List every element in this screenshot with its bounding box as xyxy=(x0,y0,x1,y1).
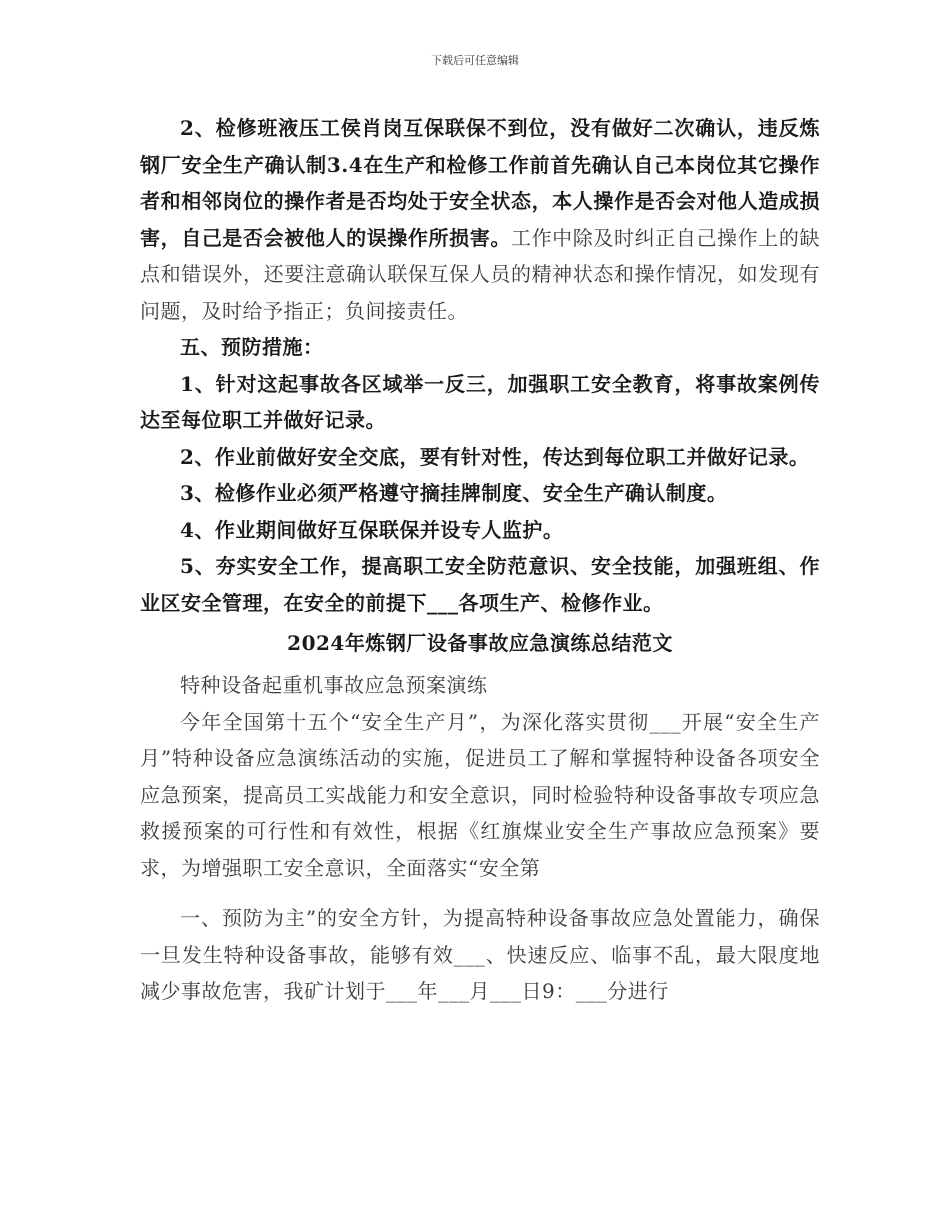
document-body xyxy=(140,110,820,1010)
article-title: 2024年炼钢厂设备事故应急演练总结范文 xyxy=(287,631,673,655)
item2-bold-text: 2、检修班液压工侯肖岗互保联保不到位，没有做好二次确认，违反炼钢厂安全生产确认制3.4在生产和检修工作前首先确认自己本岗位其它操作者和相邻岗位的操作者是否均处于安全状态，本人操作是否会对他人造成损害，自己是否会被他人的误操作所损害。 xyxy=(140,116,820,250)
prevention-item-5: 5、夯实安全工作，提高职工安全防范意识、安全技能，加强班组、作业区安全管理，在安全的前提下___各项生产、检修作业。 xyxy=(140,554,820,615)
item2-normal-text: 工作中除及时纠正自己操作上的缺点和错误外，还要注意确认联保互保人员的精神状态和操作情况，如发现有问题，及时给予指正；负间接责任。 xyxy=(140,225,820,323)
section1-item2 xyxy=(140,110,820,329)
prevention-item-1: 1、针对这起事故各区域举一反三，加强职工安全教育，将事故案例传达至每位职工并做好记录。 xyxy=(140,371,820,432)
article-subtitle: 特种设备起重机事故应急预案演练 xyxy=(180,673,488,697)
article-paragraph-2: 一、预防为主”的安全方针，为提高特种设备事故应急处置能力，确保一旦发生特种设备事故，能够有效___、快速反应、临事不乱，最大限度地减少事故危害，我矿计划于___年___月___日9：___分进行 xyxy=(140,906,820,1003)
page-header: 下载后可任意编辑 xyxy=(431,54,519,67)
prevention-item-2: 2、作业前做好安全交底，要有针对性，传达到每位职工并做好记录。 xyxy=(180,444,810,469)
article-paragraph-1: 今年全国第十五个“安全生产月”，为深化落实贯彻___开展“安全生产月”特种设备应急演练活动的实施，促进员工了解和掌握特种设备各项安全应急预案，提高员工实战能力和安全意识，同时检验特种设备事故专项应急救援预案的可行性和有效性，根据《红旗煤业安全生产事故应急预案》要求，为增强职工安全意识，全面落实“安全第 xyxy=(140,709,820,880)
prevention-item-4: 4、作业期间做好互保联保并设专人监护。 xyxy=(180,517,564,542)
prevention-item-3: 3、检修作业必须严格遵守摘挂牌制度、安全生产确认制度。 xyxy=(180,481,728,505)
prevention-heading: 五、预防措施： xyxy=(180,335,324,359)
